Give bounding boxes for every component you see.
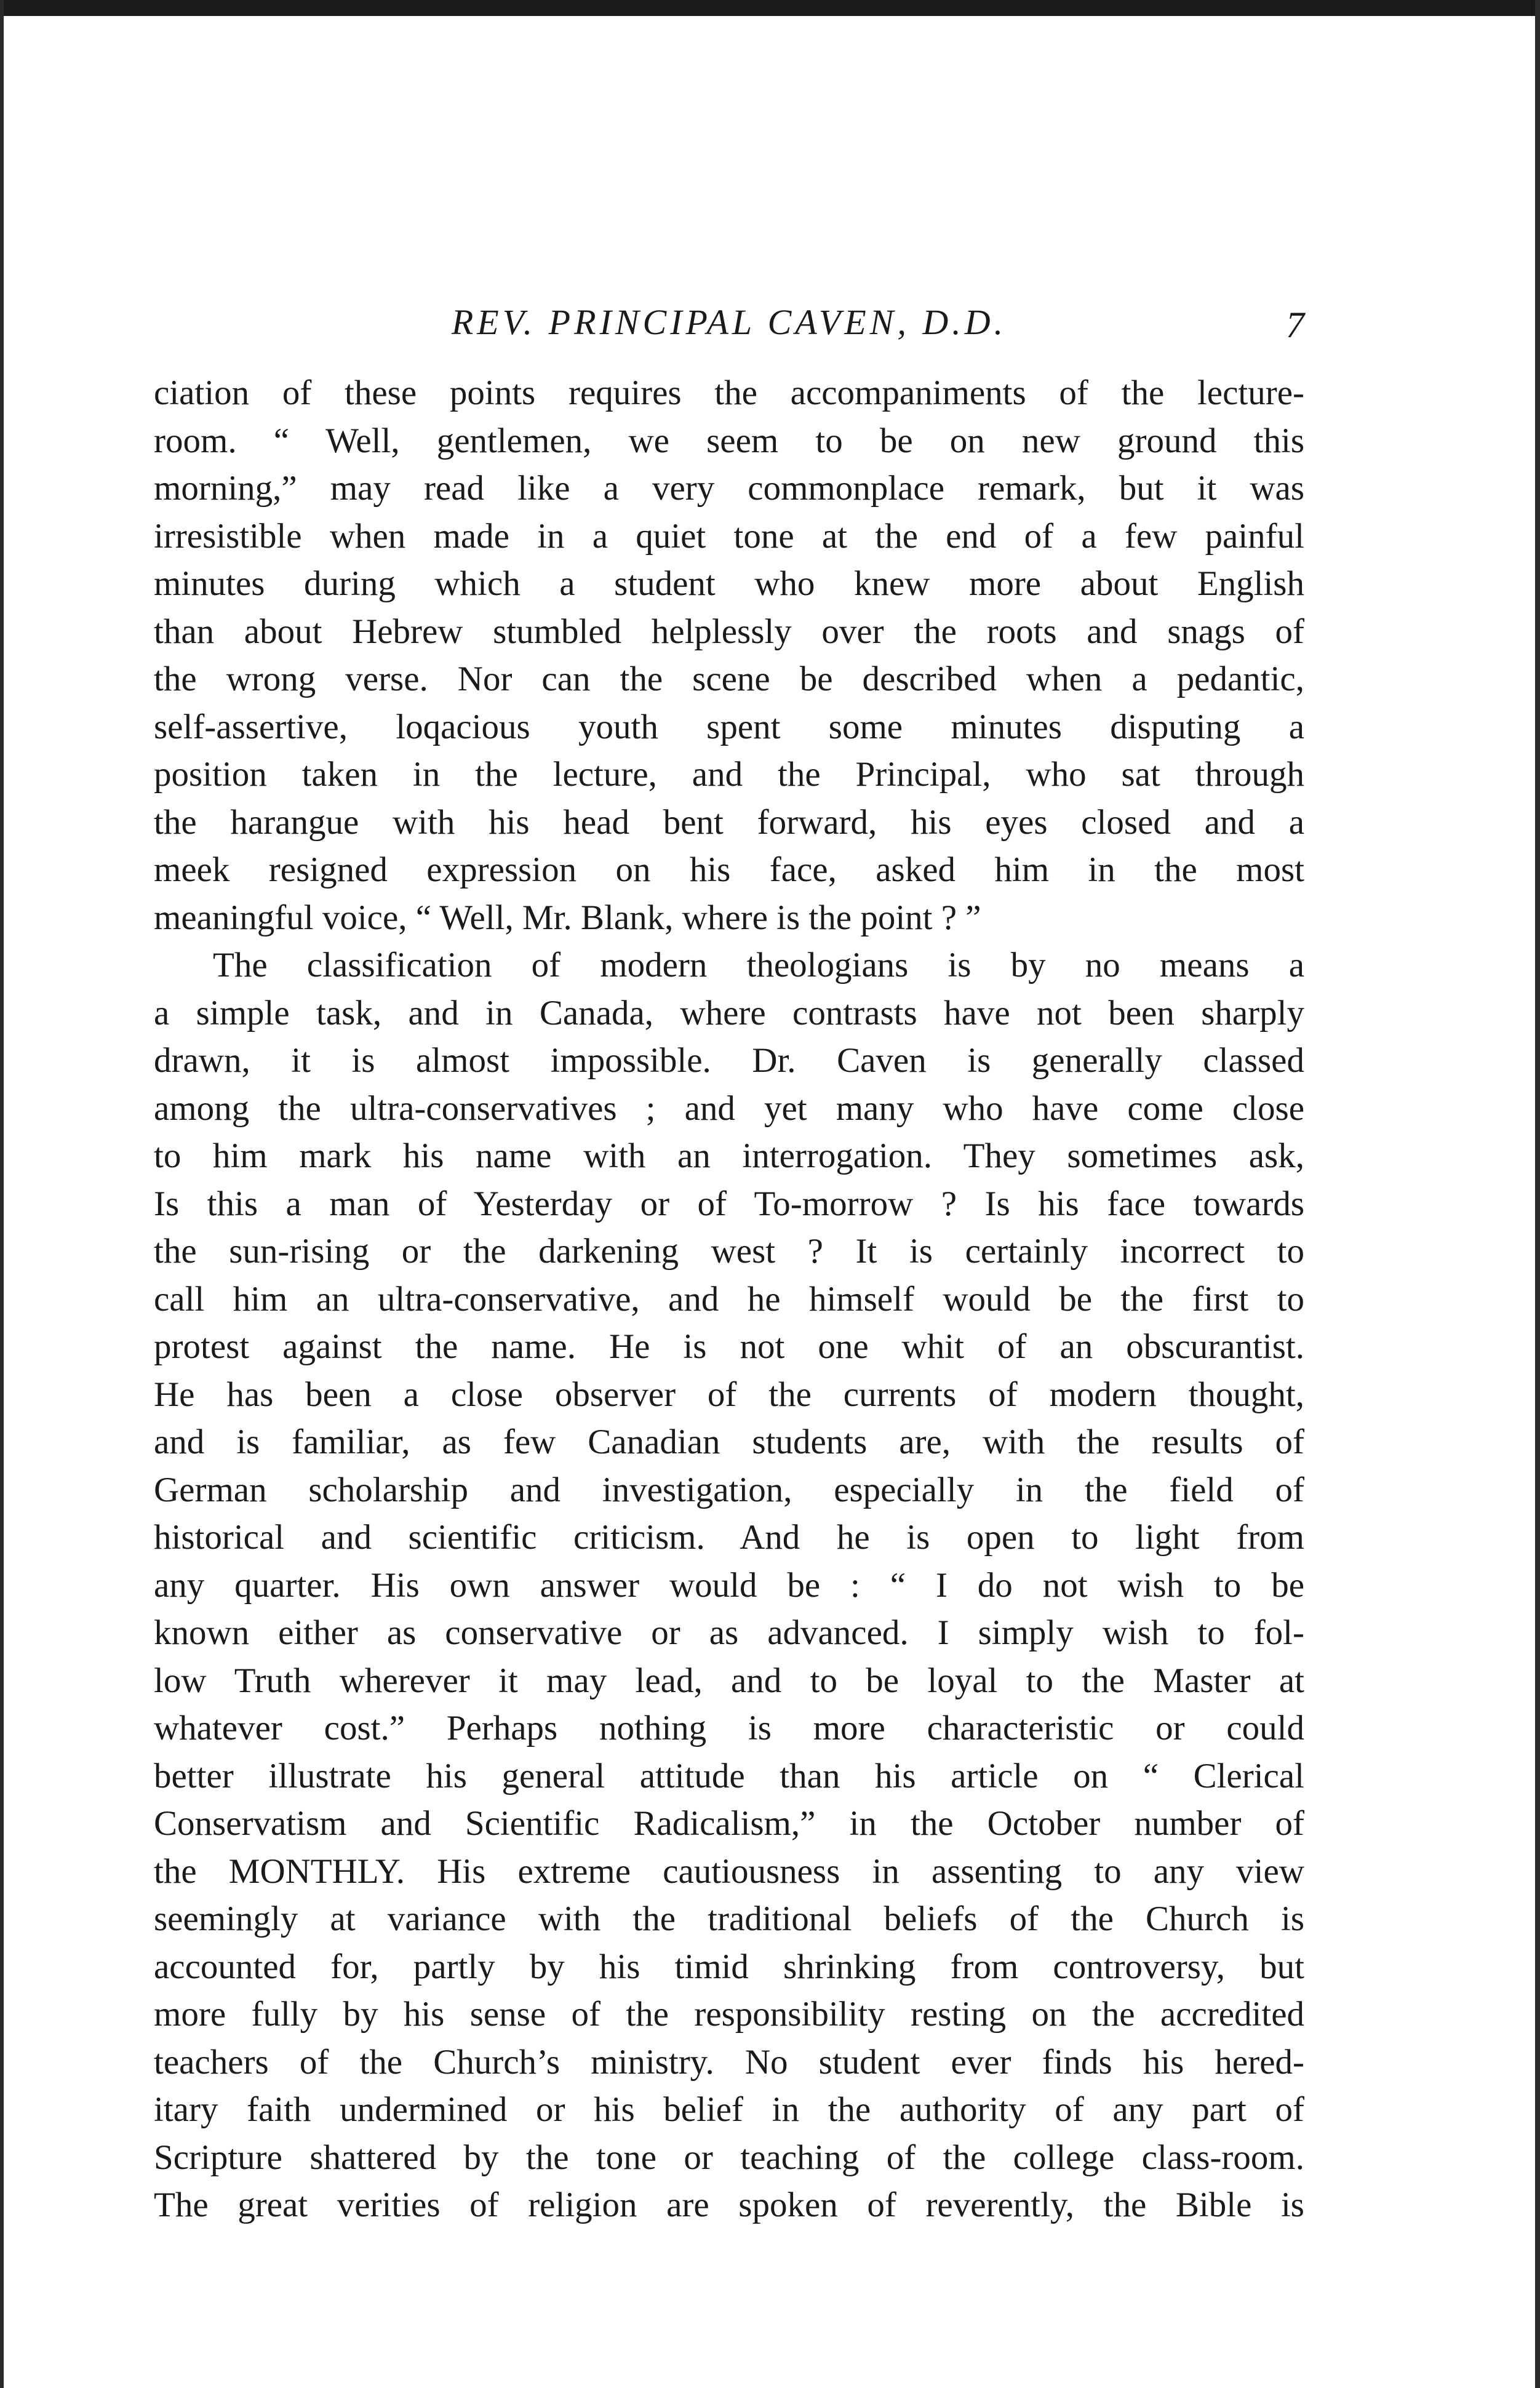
text-line: any quarter. His own answer would be : “ I do not wish to be	[154, 1565, 1304, 1605]
paragraph-2	[154, 941, 1304, 2229]
text-line: The classification of modern theologians is by no means a	[213, 946, 1304, 984]
text-line: Conservatism and Scientific Radicalism,” in the October number of	[154, 1804, 1304, 1843]
text-line: morning,” may read like a very commonplace remark, but it was	[154, 469, 1304, 508]
text-line: call him an ultra-conservative, and he himself would be the first to	[154, 1279, 1304, 1319]
text-line: the sun-rising or the darkening west ? It is certainly incorrect to	[154, 1232, 1304, 1271]
text-line: the harangue with his head bent forward, his eyes closed and a	[154, 802, 1304, 842]
text-line: accounted for, partly by his timid shrinking from controversy, but	[154, 1947, 1304, 1986]
text-line: German scholarship and investigation, especially in the field of	[154, 1470, 1304, 1509]
text-line: position taken in the lecture, and the Principal, who sat through	[154, 755, 1304, 794]
scan-top-border	[0, 0, 1540, 16]
text-line: whatever cost.” Perhaps nothing is more characteristic or could	[154, 1709, 1304, 1747]
scan-right-border	[1535, 0, 1540, 2388]
text-line: meaningful voice, “ Well, Mr. Blank, where is the point ? ”	[154, 898, 981, 937]
text-line: low Truth wherever it may lead, and to be loyal to the Master at	[154, 1661, 1304, 1700]
text-line: historical and scientific criticism. And he is open to light from	[154, 1518, 1304, 1557]
text-line: more fully by his sense of the responsibility resting on the accredited	[154, 1995, 1304, 2034]
scan-left-border	[0, 0, 4, 2388]
text-line: drawn, it is almost impossible. Dr. Caven is generally classed	[154, 1041, 1304, 1080]
text-line: better illustrate his general attitude than his article on “ Clerical	[154, 1756, 1304, 1795]
text-line: known either as conservative or as advanced. I simply wish to fol-	[154, 1613, 1304, 1652]
running-head	[154, 301, 1304, 357]
text-line: teachers of the Church’s ministry. No student ever finds his hered-	[154, 2042, 1304, 2082]
running-title: REV. PRINCIPAL CAVEN, D.D.	[451, 302, 1007, 342]
text-line: and is familiar, as few Canadian students are, with the results of	[154, 1423, 1304, 1461]
text-line: than about Hebrew stumbled helplessly over the roots and snags of	[154, 612, 1304, 651]
text-line: Is this a man of Yesterday or of To-morrow ? Is his face towards	[154, 1184, 1304, 1223]
text-line: self-assertive, loqacious youth spent some minutes disputing a	[154, 707, 1304, 746]
text-line: The great verities of religion are spoken of reverently, the Bible is	[154, 2186, 1304, 2224]
text-line: a simple task, and in Canada, where contrasts have not been sharply	[154, 993, 1304, 1032]
text-line: the MONTHLY. His extreme cautiousness in assenting to any view	[154, 1851, 1304, 1891]
paragraph-1	[154, 369, 1304, 941]
text-line: He has been a close observer of the currents of modern thought,	[154, 1375, 1304, 1414]
body-text	[154, 369, 1304, 2229]
text-line: itary faith undermined or his belief in the authority of any part of	[154, 2090, 1304, 2129]
text-line: to him mark his name with an interrogation. They sometimes ask,	[154, 1136, 1304, 1175]
text-line: seemingly at variance with the traditional beliefs of the Church is	[154, 1899, 1304, 1938]
book-page	[154, 301, 1304, 2229]
text-line: the wrong verse. Nor can the scene be described when a pedantic,	[154, 660, 1304, 698]
text-line: protest against the name. He is not one whit of an obscurantist.	[154, 1327, 1304, 1366]
text-line: ciation of these points requires the accompaniments of the lecture-	[154, 373, 1304, 412]
page-number: 7	[1286, 305, 1304, 345]
text-line: room. “ Well, gentlemen, we seem to be on new ground this	[154, 421, 1304, 460]
text-line: among the ultra-conservatives ; and yet many who have come close	[154, 1088, 1304, 1128]
text-line: meek resigned expression on his face, asked him in the most	[154, 850, 1304, 889]
text-line: Scripture shattered by the tone or teaching of the college class-room.	[154, 2138, 1304, 2177]
text-line: irresistible when made in a quiet tone at the end of a few painful	[154, 516, 1304, 556]
text-line: minutes during which a student who knew more about English	[154, 564, 1304, 603]
